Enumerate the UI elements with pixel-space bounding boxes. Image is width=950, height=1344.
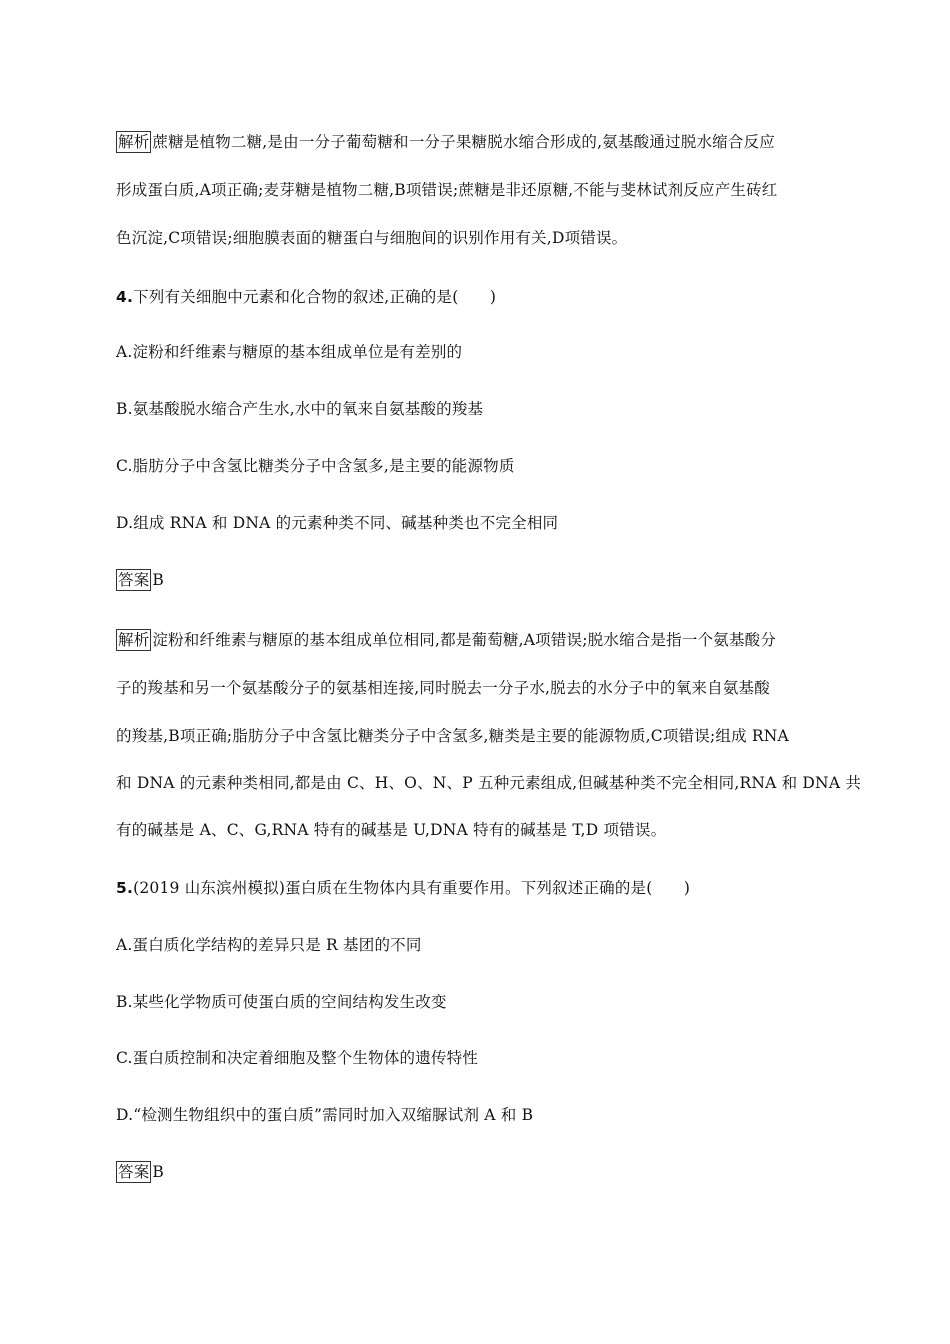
option-text: D.“检测生物组织中的蛋白质”需同时加入双缩脲试剂 A 和 B <box>116 1106 534 1124</box>
analysis-3-line-1 <box>116 130 836 154</box>
question-number: 5. <box>116 879 134 897</box>
answer-tag: 答案 <box>118 1163 150 1181</box>
question-5-option-d <box>116 1103 836 1127</box>
analysis-4-line-2 <box>116 676 836 700</box>
question-4-stem <box>116 285 836 309</box>
option-text: B.氨基酸脱水缩合产生水,水中的氧来自氨基酸的羧基 <box>116 400 484 418</box>
analysis-tag: 解析 <box>118 631 150 649</box>
analysis-text: 色沉淀,C项错误;细胞膜表面的糖蛋白与细胞间的识别作用有关,D项错误。 <box>116 229 628 247</box>
question-4-option-a <box>116 340 836 364</box>
option-text: C.蛋白质控制和决定着细胞及整个生物体的遗传特性 <box>116 1049 479 1067</box>
analysis-text: 形成蛋白质,A项正确;麦芽糖是植物二糖,B项错误;蔗糖是非还原糖,不能与斐林试剂反应产生砖红 <box>116 181 778 199</box>
option-text: A.淀粉和纤维素与糖原的基本组成单位是有差别的 <box>116 343 463 361</box>
answer-tag: 答案 <box>118 571 150 589</box>
analysis-4-line-5 <box>116 818 836 842</box>
analysis-text: 淀粉和纤维素与糖原的基本组成单位相同,都是葡萄糖,A项错误;脱水缩合是指一个氨基酸分 <box>152 631 777 649</box>
answer-value: B <box>152 571 164 589</box>
question-stem: (2019 山东滨州模拟)蛋白质在生物体内具有重要作用。下列叙述正确的是( ) <box>133 879 691 897</box>
analysis-tag: 解析 <box>118 133 150 151</box>
analysis-text: 的羧基,B项正确;脂肪分子中含氢比糖类分子中含氢多,糖类是主要的能源物质,C项错误;组成 RNA <box>116 727 789 745</box>
question-5-stem <box>116 876 836 900</box>
question-5-option-b <box>116 990 836 1014</box>
analysis-3-line-2 <box>116 178 836 202</box>
option-text: B.某些化学物质可使蛋白质的空间结构发生改变 <box>116 993 447 1011</box>
question-4-answer <box>116 568 836 592</box>
question-stem: 下列有关细胞中元素和化合物的叙述,正确的是( ) <box>133 288 497 306</box>
question-number: 4. <box>116 288 134 306</box>
question-4-option-c <box>116 454 836 478</box>
option-text: C.脂肪分子中含氢比糖类分子中含氢多,是主要的能源物质 <box>116 457 515 475</box>
question-4-option-b <box>116 397 836 421</box>
option-text: D.组成 RNA 和 DNA 的元素种类不同、碱基种类也不完全相同 <box>116 514 559 532</box>
analysis-text: 子的羧基和另一个氨基酸分子的氨基相连接,同时脱去一分子水,脱去的水分子中的氧来自氨基酸 <box>116 679 770 697</box>
question-4-option-d <box>116 511 836 535</box>
analysis-4-line-3 <box>116 724 836 748</box>
question-5-answer <box>116 1160 836 1184</box>
analysis-4-line-4 <box>116 771 862 795</box>
question-5-option-a <box>116 933 836 957</box>
analysis-4-line-1 <box>116 628 836 652</box>
analysis-text: 蔗糖是植物二糖,是由一分子葡萄糖和一分子果糖脱水缩合形成的,氨基酸通过脱水缩合反应 <box>152 133 775 151</box>
answer-value: B <box>152 1163 164 1181</box>
option-text: A.蛋白质化学结构的差异只是 R 基团的不同 <box>116 936 422 954</box>
analysis-text: 和 DNA 的元素种类相同,都是由 C、H、O、N、P 五种元素组成,但碱基种类不完全相同,RNA 和 DNA 共 <box>116 774 862 792</box>
question-5-option-c <box>116 1046 836 1070</box>
analysis-text: 有的碱基是 A、C、G,RNA 特有的碱基是 U,DNA 特有的碱基是 T,D 项错误。 <box>116 821 667 839</box>
analysis-3-line-3 <box>116 226 836 250</box>
